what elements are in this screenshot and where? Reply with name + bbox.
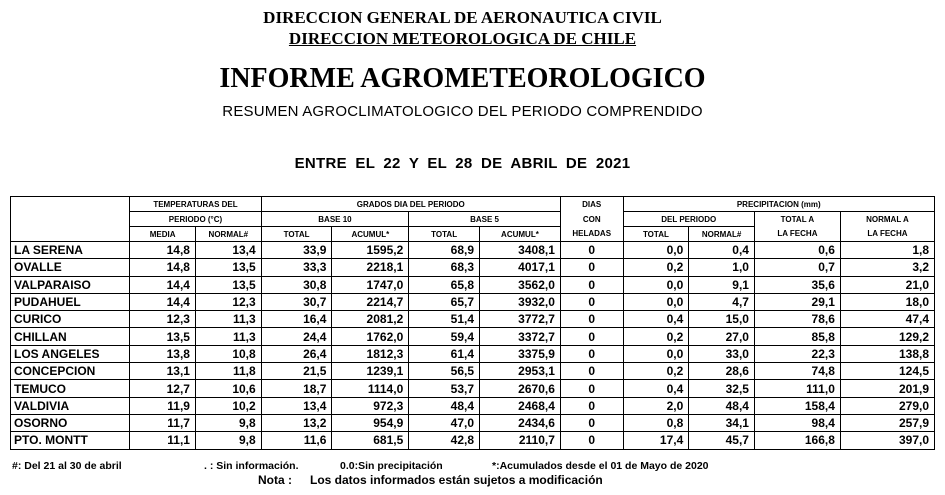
footnote-acumulados: *:Acumulados desde el 01 de Mayo de 2020 (492, 460, 709, 472)
b10-total-cell: 30,7 (261, 293, 332, 310)
total-a-la-fecha-cell: 22,3 (754, 345, 840, 362)
temp-normal-cell: 11,3 (195, 311, 261, 328)
dias-heladas-cell: 0 (560, 242, 623, 259)
col-pp-normal: NORMAL# (689, 227, 755, 242)
b5-total-cell: 61,4 (409, 345, 480, 362)
table-row (11, 259, 935, 276)
temp-media-cell: 14,8 (130, 242, 196, 259)
b5-acumul-cell: 3932,0 (480, 293, 561, 310)
col-b5-acumul: ACUMUL* (480, 227, 561, 242)
normal-a-la-fecha-cell: 3,2 (840, 259, 934, 276)
temp-media-cell: 11,7 (130, 414, 196, 431)
table-row (11, 328, 935, 345)
total-a-la-fecha-cell: 74,8 (754, 363, 840, 380)
grados-header: GRADOS DIA DEL PERIODO (261, 197, 560, 212)
b10-acumul-cell: 2081,2 (332, 311, 409, 328)
pp-normal-cell: 45,7 (689, 432, 755, 449)
b5-total-cell: 65,8 (409, 276, 480, 293)
pp-total-cell: 0,0 (623, 293, 689, 310)
base5-header: BASE 5 (409, 212, 561, 227)
pp-total-cell: 0,4 (623, 380, 689, 397)
dias-heladas-cell: 0 (560, 414, 623, 431)
dias-header-line1: DIAS (560, 197, 623, 212)
pp-total-cell: 2,0 (623, 397, 689, 414)
del-periodo-header: DEL PERIODO (623, 212, 754, 227)
total-a-la-fecha-cell: 98,4 (754, 414, 840, 431)
nota-text: Los datos informados están sujetos a modificación (310, 473, 603, 487)
total-a-la-fecha-cell: 35,6 (754, 276, 840, 293)
pp-total-cell: 0,4 (623, 311, 689, 328)
pp-total-cell: 0,2 (623, 363, 689, 380)
pp-normal-cell: 9,1 (689, 276, 755, 293)
b10-total-cell: 21,5 (261, 363, 332, 380)
temp-normal-cell: 13,4 (195, 242, 261, 259)
temp-normal-cell: 11,8 (195, 363, 261, 380)
header-row-1 (11, 197, 935, 212)
normal-a-la-fecha-cell: 279,0 (840, 397, 934, 414)
total-a-la-fecha-cell: 0,6 (754, 242, 840, 259)
b5-acumul-cell: 3408,1 (480, 242, 561, 259)
table-row (11, 345, 935, 362)
b5-acumul-cell: 3372,7 (480, 328, 561, 345)
station-name-cell: TEMUCO (11, 380, 130, 397)
b10-total-cell: 24,4 (261, 328, 332, 345)
b5-acumul-cell: 3375,9 (480, 345, 561, 362)
normal-a-la-fecha-cell: 18,0 (840, 293, 934, 310)
b5-total-cell: 51,4 (409, 311, 480, 328)
normal-a-header-line1: NORMAL A (840, 212, 934, 227)
temp-media-cell: 11,9 (130, 397, 196, 414)
table-row (11, 242, 935, 259)
pp-normal-cell: 28,6 (689, 363, 755, 380)
normal-a-la-fecha-cell: 47,4 (840, 311, 934, 328)
temp-media-cell: 13,8 (130, 345, 196, 362)
col-pp-total: TOTAL (623, 227, 689, 242)
b5-total-cell: 53,7 (409, 380, 480, 397)
base10-header: BASE 10 (261, 212, 409, 227)
normal-a-la-fecha-cell: 138,8 (840, 345, 934, 362)
pp-total-cell: 17,4 (623, 432, 689, 449)
b5-acumul-cell: 4017,1 (480, 259, 561, 276)
temp-normal-cell: 10,6 (195, 380, 261, 397)
b10-total-cell: 26,4 (261, 345, 332, 362)
b5-acumul-cell: 2434,6 (480, 414, 561, 431)
pp-total-cell: 0,8 (623, 414, 689, 431)
b10-total-cell: 13,4 (261, 397, 332, 414)
b5-total-cell: 68,3 (409, 259, 480, 276)
col-b10-total: TOTAL (261, 227, 332, 242)
b10-total-cell: 11,6 (261, 432, 332, 449)
temp-media-cell: 13,5 (130, 328, 196, 345)
nota-label: Nota : (258, 473, 292, 487)
org-title-meteorologica: DIRECCION METEOROLOGICA DE CHILE (288, 29, 637, 48)
col-normal: NORMAL# (195, 227, 261, 242)
pp-normal-cell: 48,4 (689, 397, 755, 414)
pp-normal-cell: 27,0 (689, 328, 755, 345)
temp-normal-cell: 13,5 (195, 259, 261, 276)
b10-acumul-cell: 2218,1 (332, 259, 409, 276)
temp-normal-cell: 13,5 (195, 276, 261, 293)
pp-total-cell: 0,0 (623, 242, 689, 259)
normal-a-la-fecha-cell: 124,5 (840, 363, 934, 380)
pp-total-cell: 0,2 (623, 328, 689, 345)
header-row-2 (11, 212, 935, 227)
pp-normal-cell: 34,1 (689, 414, 755, 431)
temp-normal-cell: 9,8 (195, 432, 261, 449)
b10-acumul-cell: 1747,0 (332, 276, 409, 293)
station-name-cell: CHILLAN (11, 328, 130, 345)
b5-total-cell: 68,9 (409, 242, 480, 259)
dias-heladas-cell: 0 (560, 328, 623, 345)
b5-acumul-cell: 2110,7 (480, 432, 561, 449)
b5-acumul-cell: 3562,0 (480, 276, 561, 293)
footnote-sin-info: . : Sin información. (204, 460, 299, 472)
temp-media-cell: 14,8 (130, 259, 196, 276)
b5-total-cell: 47,0 (409, 414, 480, 431)
station-name-cell: CURICO (11, 311, 130, 328)
b5-total-cell: 42,8 (409, 432, 480, 449)
b10-acumul-cell: 972,3 (332, 397, 409, 414)
table-row (11, 380, 935, 397)
b5-total-cell: 48,4 (409, 397, 480, 414)
total-a-la-fecha-cell: 166,8 (754, 432, 840, 449)
b10-acumul-cell: 681,5 (332, 432, 409, 449)
temp-media-cell: 12,3 (130, 311, 196, 328)
dias-heladas-cell: 0 (560, 345, 623, 362)
pp-total-cell: 0,0 (623, 345, 689, 362)
col-b10-acumul: ACUMUL* (332, 227, 409, 242)
dias-heladas-cell: 0 (560, 259, 623, 276)
b10-acumul-cell: 1762,0 (332, 328, 409, 345)
footnote-normal: #: Del 21 al 30 de abril (12, 460, 122, 472)
station-name-cell: CONCEPCION (11, 363, 130, 380)
normal-a-la-fecha-cell: 257,9 (840, 414, 934, 431)
total-a-header-line1: TOTAL A (754, 212, 840, 227)
dias-heladas-cell: 0 (560, 311, 623, 328)
total-a-la-fecha-cell: 29,1 (754, 293, 840, 310)
table-row (11, 293, 935, 310)
dias-heladas-cell: 0 (560, 397, 623, 414)
b10-acumul-cell: 1239,1 (332, 363, 409, 380)
table-row (11, 311, 935, 328)
normal-a-la-fecha-cell: 21,0 (840, 276, 934, 293)
station-name-cell: LOS ANGELES (11, 345, 130, 362)
b10-total-cell: 18,7 (261, 380, 332, 397)
pp-normal-cell: 33,0 (689, 345, 755, 362)
b10-acumul-cell: 1812,3 (332, 345, 409, 362)
b10-total-cell: 16,4 (261, 311, 332, 328)
pp-normal-cell: 15,0 (689, 311, 755, 328)
temp-media-cell: 14,4 (130, 293, 196, 310)
b5-acumul-cell: 2670,6 (480, 380, 561, 397)
dias-header-line2: CON (560, 212, 623, 227)
table-body (11, 242, 935, 450)
col-b5-total: TOTAL (409, 227, 480, 242)
agro-data-table (10, 196, 935, 450)
temp-normal-cell: 11,3 (195, 328, 261, 345)
pp-normal-cell: 0,4 (689, 242, 755, 259)
temp-media-cell: 11,1 (130, 432, 196, 449)
pp-total-cell: 0,2 (623, 259, 689, 276)
report-period: ENTRE EL 22 Y EL 28 DE ABRIL DE 2021 (294, 155, 631, 172)
temp-normal-cell: 12,3 (195, 293, 261, 310)
table-row (11, 276, 935, 293)
table-row (11, 432, 935, 449)
station-header-bottom (11, 227, 130, 242)
b10-total-cell: 33,3 (261, 259, 332, 276)
org-title-aeronautica: DIRECCION GENERAL DE AERONAUTICA CIVIL (263, 8, 662, 27)
footnote-sin-precip: 0.0:Sin precipitación (340, 460, 443, 472)
station-header-cell (11, 197, 130, 212)
report-title: INFORME AGROMETEOROLOGICO (219, 63, 706, 94)
temp-header-line1: TEMPERATURAS DEL (130, 197, 261, 212)
precip-header: PRECIPITACION (mm) (623, 197, 934, 212)
b5-total-cell: 56,5 (409, 363, 480, 380)
header-row-3 (11, 227, 935, 242)
station-name-cell: PUDAHUEL (11, 293, 130, 310)
total-a-la-fecha-cell: 0,7 (754, 259, 840, 276)
b10-acumul-cell: 2214,7 (332, 293, 409, 310)
station-name-cell: VALPARAISO (11, 276, 130, 293)
temp-media-cell: 12,7 (130, 380, 196, 397)
dias-heladas-cell: 0 (560, 363, 623, 380)
pp-normal-cell: 1,0 (689, 259, 755, 276)
pp-normal-cell: 4,7 (689, 293, 755, 310)
temp-media-cell: 14,4 (130, 276, 196, 293)
b10-total-cell: 13,2 (261, 414, 332, 431)
station-name-cell: OVALLE (11, 259, 130, 276)
b5-acumul-cell: 2468,4 (480, 397, 561, 414)
pp-total-cell: 0,0 (623, 276, 689, 293)
col-media: MEDIA (130, 227, 196, 242)
b5-acumul-cell: 3772,7 (480, 311, 561, 328)
temp-normal-cell: 10,2 (195, 397, 261, 414)
temp-normal-cell: 9,8 (195, 414, 261, 431)
normal-a-la-fecha-cell: 397,0 (840, 432, 934, 449)
temp-normal-cell: 10,8 (195, 345, 261, 362)
report-subtitle: RESUMEN AGROCLIMATOLOGICO DEL PERIODO COMPRENDIDO (222, 103, 703, 120)
table-row (11, 397, 935, 414)
total-a-la-fecha-cell: 111,0 (754, 380, 840, 397)
temp-header-line2: PERIODO (°C) (130, 212, 261, 227)
normal-a-la-fecha-cell: 201,9 (840, 380, 934, 397)
total-a-la-fecha-cell: 85,8 (754, 328, 840, 345)
b10-total-cell: 30,8 (261, 276, 332, 293)
table-row (11, 363, 935, 380)
temp-media-cell: 13,1 (130, 363, 196, 380)
station-header-spacer (11, 212, 130, 227)
table-row (11, 414, 935, 431)
dias-header-line3: HELADAS (560, 227, 623, 242)
b10-total-cell: 33,9 (261, 242, 332, 259)
dias-heladas-cell: 0 (560, 293, 623, 310)
b5-total-cell: 65,7 (409, 293, 480, 310)
total-a-la-fecha-cell: 78,6 (754, 311, 840, 328)
normal-a-la-fecha-cell: 1,8 (840, 242, 934, 259)
dias-heladas-cell: 0 (560, 432, 623, 449)
dias-heladas-cell: 0 (560, 380, 623, 397)
total-a-la-fecha-cell: 158,4 (754, 397, 840, 414)
pp-normal-cell: 32,5 (689, 380, 755, 397)
b10-acumul-cell: 954,9 (332, 414, 409, 431)
dias-heladas-cell: 0 (560, 276, 623, 293)
normal-a-header-line2: LA FECHA (840, 227, 934, 242)
b5-acumul-cell: 2953,1 (480, 363, 561, 380)
station-name-cell: LA SERENA (11, 242, 130, 259)
station-name-cell: OSORNO (11, 414, 130, 431)
station-name-cell: PTO. MONTT (11, 432, 130, 449)
total-a-header-line2: LA FECHA (754, 227, 840, 242)
station-name-cell: VALDIVIA (11, 397, 130, 414)
b5-total-cell: 59,4 (409, 328, 480, 345)
b10-acumul-cell: 1595,2 (332, 242, 409, 259)
normal-a-la-fecha-cell: 129,2 (840, 328, 934, 345)
b10-acumul-cell: 1114,0 (332, 380, 409, 397)
